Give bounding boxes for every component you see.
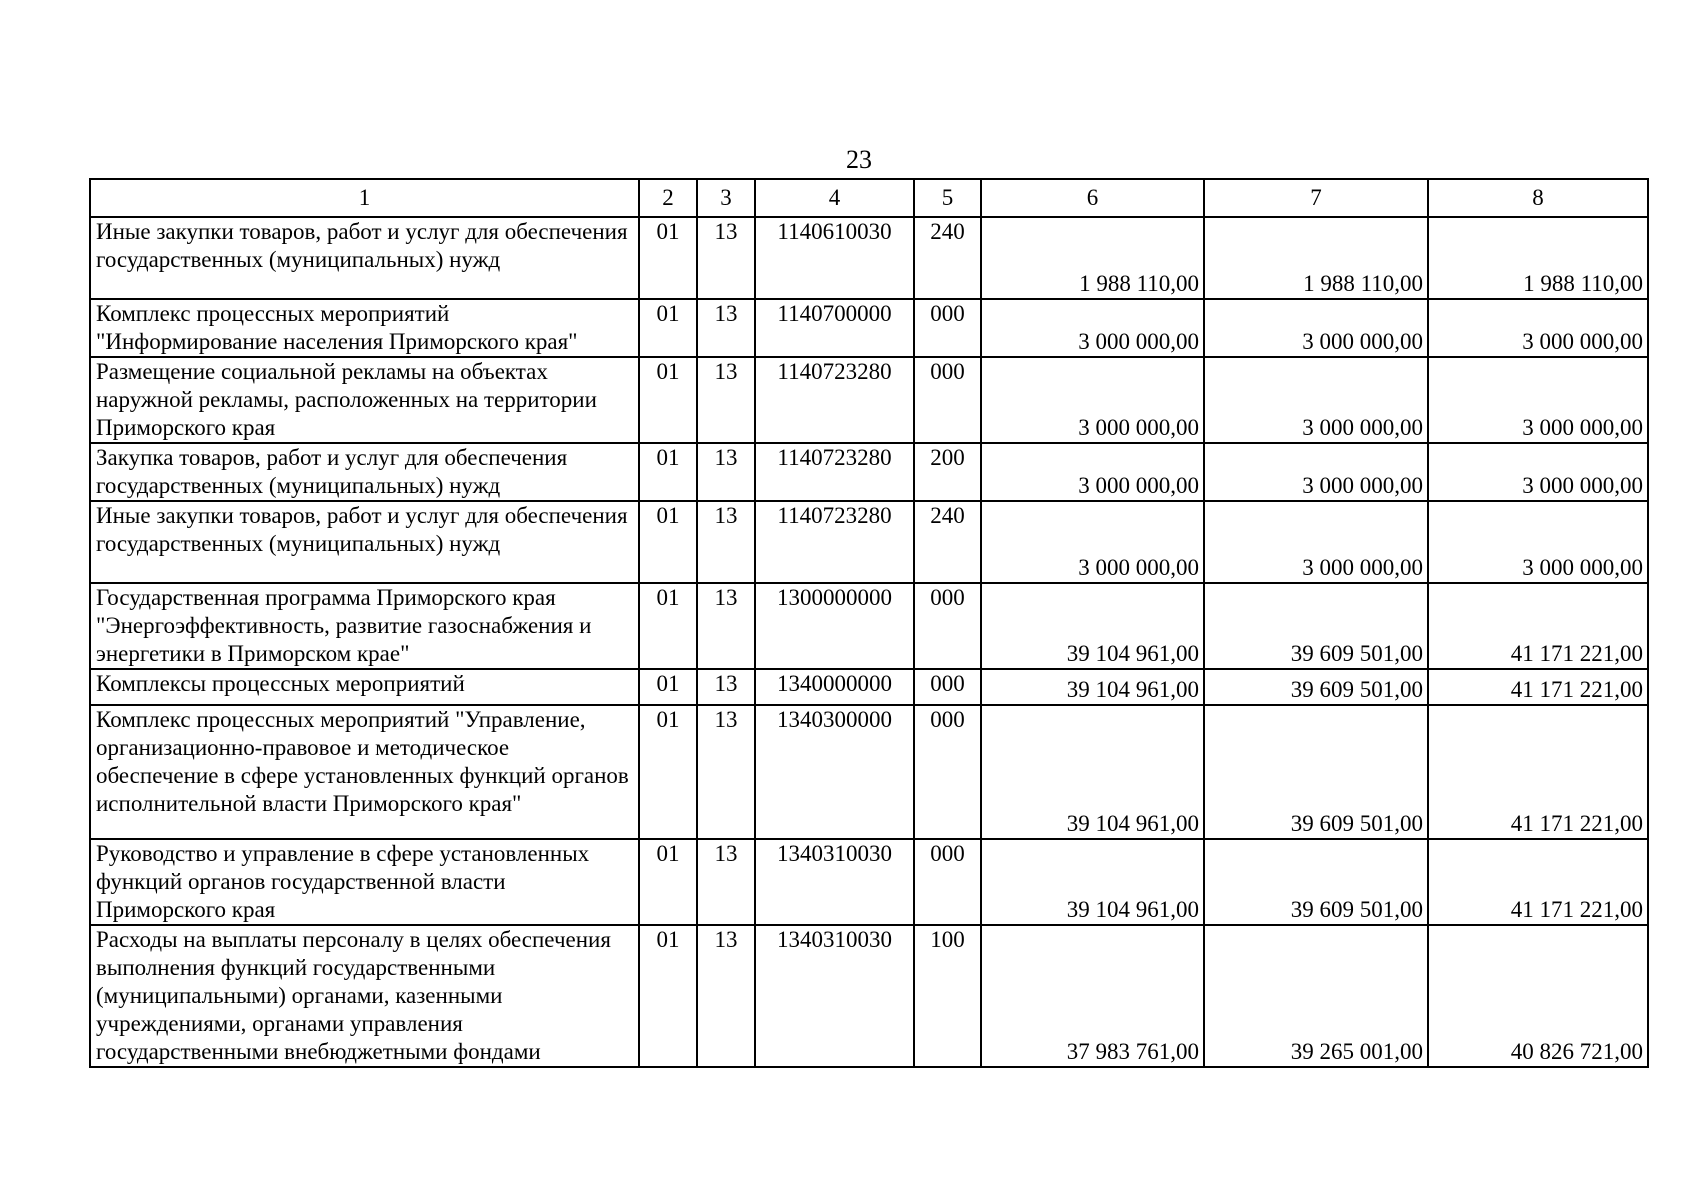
subsection-code: 13 [697,501,755,583]
amount-year-1: 37 983 761,00 [981,925,1204,1067]
amount-year-1: 39 104 961,00 [981,669,1204,705]
amount-year-2: 1 988 110,00 [1204,217,1428,299]
subsection-code: 13 [697,705,755,839]
expense-type-code: 240 [914,501,981,583]
amount-year-1: 1 988 110,00 [981,217,1204,299]
table-row [90,839,1648,925]
expense-type-code: 000 [914,357,981,443]
amount-year-2: 3 000 000,00 [1204,443,1428,501]
target-article-code: 1340310030 [755,839,914,925]
row-name: Государственная программа Приморского края "Энергоэффективность, развитие газоснабжения и энергетики в Приморском крае" [90,583,639,669]
amount-year-3: 40 826 721,00 [1428,925,1648,1067]
row-name: Комплекс процессных мероприятий "Информирование населения Приморского края" [90,299,639,357]
subsection-code: 13 [697,443,755,501]
section-code: 01 [639,299,697,357]
section-code: 01 [639,501,697,583]
subsection-code: 13 [697,299,755,357]
expense-type-code: 000 [914,839,981,925]
column-header: 4 [755,179,914,217]
amount-year-3: 41 171 221,00 [1428,583,1648,669]
expense-type-code: 000 [914,669,981,705]
column-header: 3 [697,179,755,217]
target-article-code: 1300000000 [755,583,914,669]
amount-year-3: 41 171 221,00 [1428,839,1648,925]
table-row [90,299,1648,357]
section-code: 01 [639,925,697,1067]
section-code: 01 [639,217,697,299]
amount-year-1: 39 104 961,00 [981,583,1204,669]
row-name: Размещение социальной рекламы на объектах наружной рекламы, расположенных на территории Приморского края [90,357,639,443]
column-number-row [90,179,1648,217]
table-row [90,705,1648,839]
table-row [90,501,1648,583]
section-code: 01 [639,357,697,443]
expense-type-code: 000 [914,705,981,839]
amount-year-1: 39 104 961,00 [981,839,1204,925]
row-name: Руководство и управление в сфере установленных функций органов государственной власти Приморского края [90,839,639,925]
row-name: Закупка товаров, работ и услуг для обеспечения государственных (муниципальных) нужд [90,443,639,501]
column-header: 5 [914,179,981,217]
table-row [90,357,1648,443]
amount-year-2: 39 609 501,00 [1204,669,1428,705]
table-row [90,925,1648,1067]
amount-year-2: 3 000 000,00 [1204,357,1428,443]
amount-year-1: 3 000 000,00 [981,299,1204,357]
column-header: 1 [90,179,639,217]
column-header: 8 [1428,179,1648,217]
page-number: 23 [846,145,872,174]
amount-year-2: 3 000 000,00 [1204,501,1428,583]
row-name: Иные закупки товаров, работ и услуг для обеспечения государственных (муниципальных) нужд [90,501,639,583]
table-row [90,583,1648,669]
subsection-code: 13 [697,583,755,669]
target-article-code: 1140723280 [755,501,914,583]
section-code: 01 [639,839,697,925]
amount-year-3: 41 171 221,00 [1428,669,1648,705]
subsection-code: 13 [697,217,755,299]
target-article-code: 1340000000 [755,669,914,705]
target-article-code: 1140723280 [755,357,914,443]
target-article-code: 1340300000 [755,705,914,839]
amount-year-3: 3 000 000,00 [1428,443,1648,501]
amount-year-1: 39 104 961,00 [981,705,1204,839]
expense-type-code: 200 [914,443,981,501]
amount-year-1: 3 000 000,00 [981,357,1204,443]
section-code: 01 [639,705,697,839]
subsection-code: 13 [697,925,755,1067]
amount-year-1: 3 000 000,00 [981,443,1204,501]
section-code: 01 [639,669,697,705]
amount-year-2: 39 609 501,00 [1204,705,1428,839]
subsection-code: 13 [697,839,755,925]
amount-year-2: 39 265 001,00 [1204,925,1428,1067]
expense-type-code: 000 [914,583,981,669]
expense-type-code: 240 [914,217,981,299]
expense-type-code: 100 [914,925,981,1067]
table-row [90,217,1648,299]
expense-type-code: 000 [914,299,981,357]
amount-year-3: 3 000 000,00 [1428,299,1648,357]
amount-year-3: 3 000 000,00 [1428,501,1648,583]
row-name: Комплекс процессных мероприятий "Управление, организационно-правовое и методическое обеспечение в сфере установленных функций органов исполнительной власти Приморского края" [90,705,639,839]
row-name: Расходы на выплаты персоналу в целях обеспечения выполнения функций государственными (муниципальными) органами, казенными учреждениями, органами управления государственными внебюджетными фондами [90,925,639,1067]
amount-year-3: 3 000 000,00 [1428,357,1648,443]
amount-year-2: 3 000 000,00 [1204,299,1428,357]
target-article-code: 1140723280 [755,443,914,501]
amount-year-3: 41 171 221,00 [1428,705,1648,839]
table-row [90,669,1648,705]
column-header: 7 [1204,179,1428,217]
column-header: 2 [639,179,697,217]
section-code: 01 [639,583,697,669]
target-article-code: 1140610030 [755,217,914,299]
target-article-code: 1340310030 [755,925,914,1067]
subsection-code: 13 [697,357,755,443]
subsection-code: 13 [697,669,755,705]
target-article-code: 1140700000 [755,299,914,357]
row-name: Комплексы процессных мероприятий [90,669,639,705]
amount-year-2: 39 609 501,00 [1204,583,1428,669]
section-code: 01 [639,443,697,501]
amount-year-2: 39 609 501,00 [1204,839,1428,925]
table-row [90,443,1648,501]
amount-year-1: 3 000 000,00 [981,501,1204,583]
amount-year-3: 1 988 110,00 [1428,217,1648,299]
column-header: 6 [981,179,1204,217]
budget-table [89,178,1649,1068]
row-name: Иные закупки товаров, работ и услуг для обеспечения государственных (муниципальных) нужд [90,217,639,299]
